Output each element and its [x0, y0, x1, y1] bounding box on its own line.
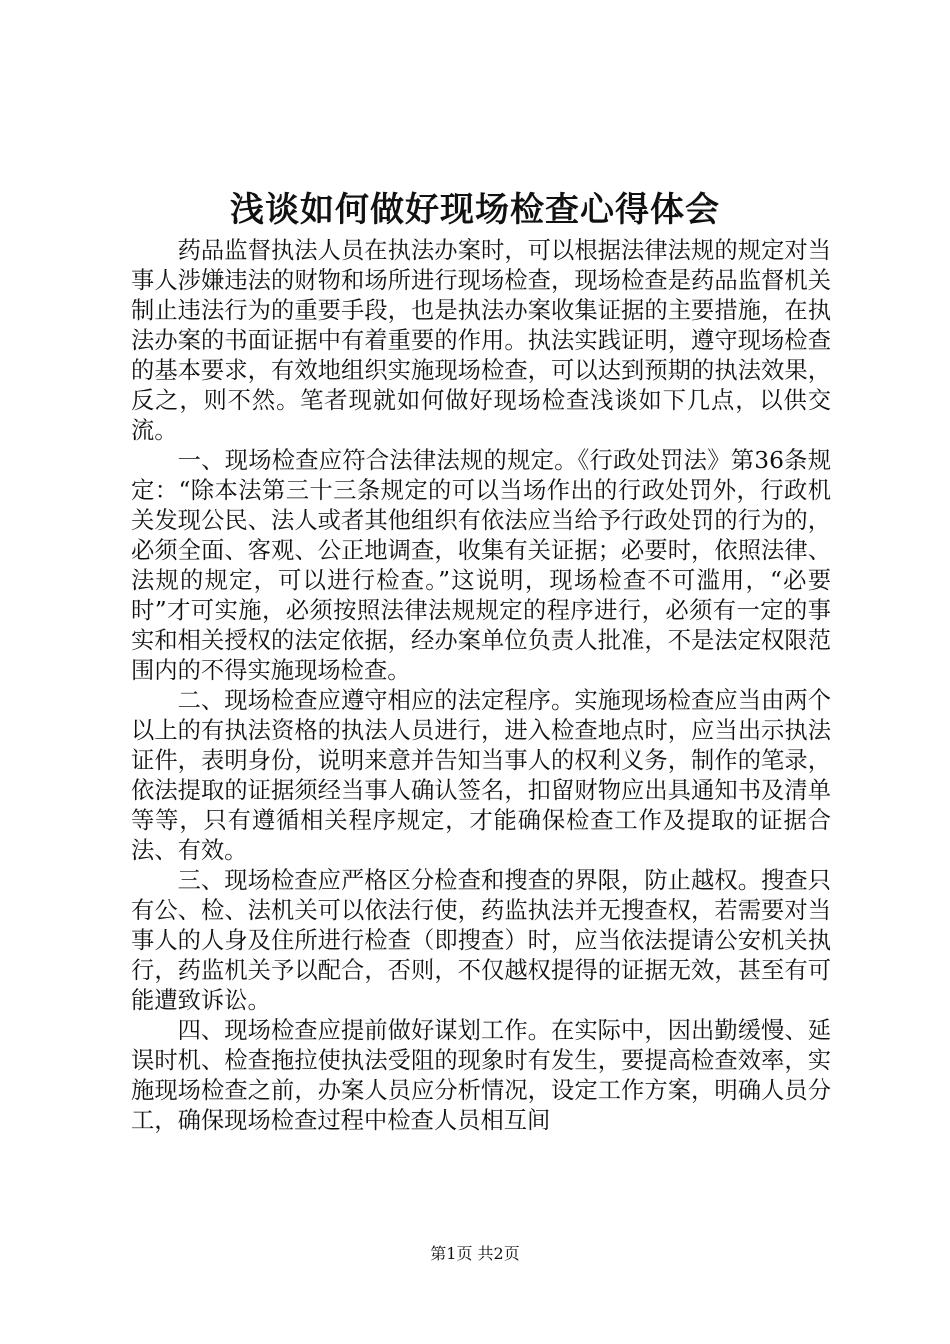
document-body: [131, 236, 831, 1136]
paragraph-section-1: 一、现场检查应符合法律法规的规定。《行政处罚法》第36条规定：“除本法第三十三条规定的可以当场作出的行政处罚外，行政机关发现公民、法人或者其他组织有依法应当给予行政处罚的行为的，必须全面、客观、公正地调查，收集有关证据；必要时，依照法律、法规的规定，可以进行检查。”这说明，现场检查不可滥用，“必要时”才可实施，必须按照法律法规规定的程序进行，必须有一定的事实和相关授权的法定依据，经办案单位负责人批准，不是法定权限范围内的不得实施现场检查。: [131, 447, 831, 684]
paragraph-section-2: 二、现场检查应遵守相应的法定程序。实施现场检查应当由两个以上的有执法资格的执法人员进行，进入检查地点时，应当出示执法证件，表明身份，说明来意并告知当事人的权利义务，制作的笔录，依法提取的证据须经当事人确认签名，扣留财物应出具通知书及清单等等，只有遵循相关程序规定，才能确保检查工作及提取的证据合法、有效。: [131, 687, 831, 864]
page-title: 浅谈如何做好现场检查心得体会: [230, 190, 720, 230]
page-number-footer: 第1页 共2页: [430, 1244, 520, 1263]
paragraph-section-3: 三、现场检查应严格区分检查和搜查的界限，防止越权。搜查只有公、检、法机关可以依法行使，药监执法并无搜查权，若需要对当事人的人身及住所进行检查（即搜查）时，应当依法提请公安机关执行，药监机关予以配合，否则，不仅越权提得的证据无效，甚至有可能遭致诉讼。: [131, 867, 831, 1014]
paragraph-intro: 药品监督执法人员在执法办案时，可以根据法律法规的规定对当事人涉嫌违法的财物和场所进行现场检查，现场检查是药品监督机关制止违法行为的重要手段，也是执法办案收集证据的主要措施，在执法办案的书面证据中有着重要的作用。执法实践证明，遵守现场检查的基本要求，有效地组织实施现场检查，可以达到预期的执法效果，反之，则不然。笔者现就如何做好现场检查浅谈如下几点，以供交流。: [131, 237, 831, 444]
paragraph-section-4: 四、现场检查应提前做好谋划工作。在实际中，因出勤缓慢、延误时机、检查拖拉使执法受阻的现象时有发生，要提高检查效率，实施现场检查之前，办案人员应分析情况，设定工作方案，明确人员分工，确保现场检查过程中检查人员相互间: [131, 1017, 831, 1134]
